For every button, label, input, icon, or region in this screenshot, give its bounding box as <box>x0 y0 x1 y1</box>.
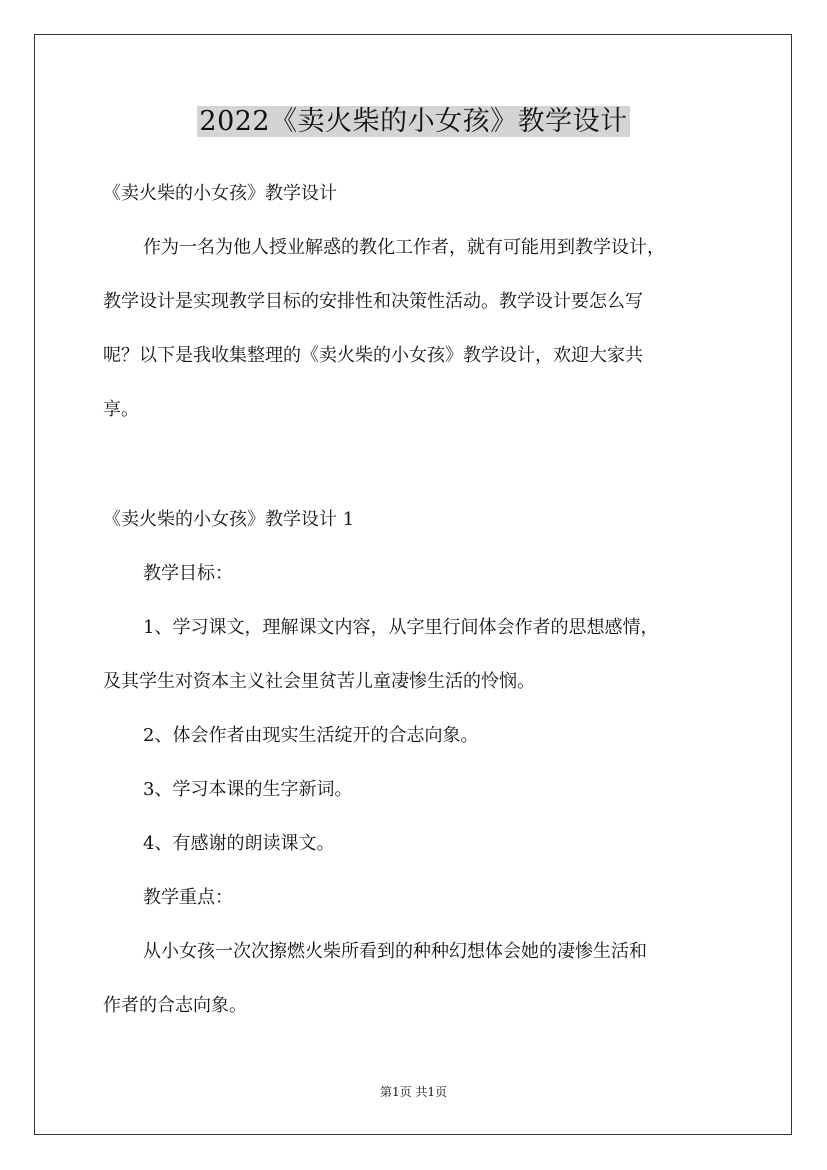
paragraph-line: 呢？以下是我收集整理的《卖火柴的小女孩》教学设计，欢迎大家共 <box>103 345 643 366</box>
paragraph-line: 1、学习课文，理解课文内容，从字里行间体会作者的思想感情， <box>143 617 659 638</box>
paragraph-line: 教学设计是实现教学目标的安排性和决策性活动。教学设计要怎么写 <box>103 291 643 312</box>
paragraph-line: 享。 <box>103 399 139 420</box>
document-title <box>0 103 827 141</box>
page-footer: 第1页 共1页 <box>379 1085 448 1099</box>
paragraph-line: 4、有感谢的朗读课文。 <box>143 833 335 854</box>
paragraph-line: 作者的合志向象。 <box>103 995 247 1016</box>
paragraph-line: 及其学生对资本主义社会里贫苦儿童凄惨生活的怜悯。 <box>103 671 535 692</box>
subtitle-line: 《卖火柴的小女孩》教学设计 <box>103 183 337 204</box>
paragraph-line: 2、体会作者由现实生活绽开的合志向象。 <box>143 725 479 746</box>
paragraph-line: 从小女孩一次次擦燃火柴所看到的种种幻想体会她的凄惨生活和 <box>143 941 647 962</box>
paragraph-line: 作为一名为他人授业解惑的教化工作者，就有可能用到教学设计， <box>143 237 665 258</box>
paragraph-line: 教学目标： <box>143 563 233 584</box>
document-title-text: 2022《卖火柴的小女孩》教学设计 <box>199 106 628 137</box>
section-heading: 《卖火柴的小女孩》教学设计 1 <box>103 509 355 530</box>
paragraph-line: 3、学习本课的生字新词。 <box>143 779 353 800</box>
paragraph-line: 教学重点： <box>143 887 233 908</box>
